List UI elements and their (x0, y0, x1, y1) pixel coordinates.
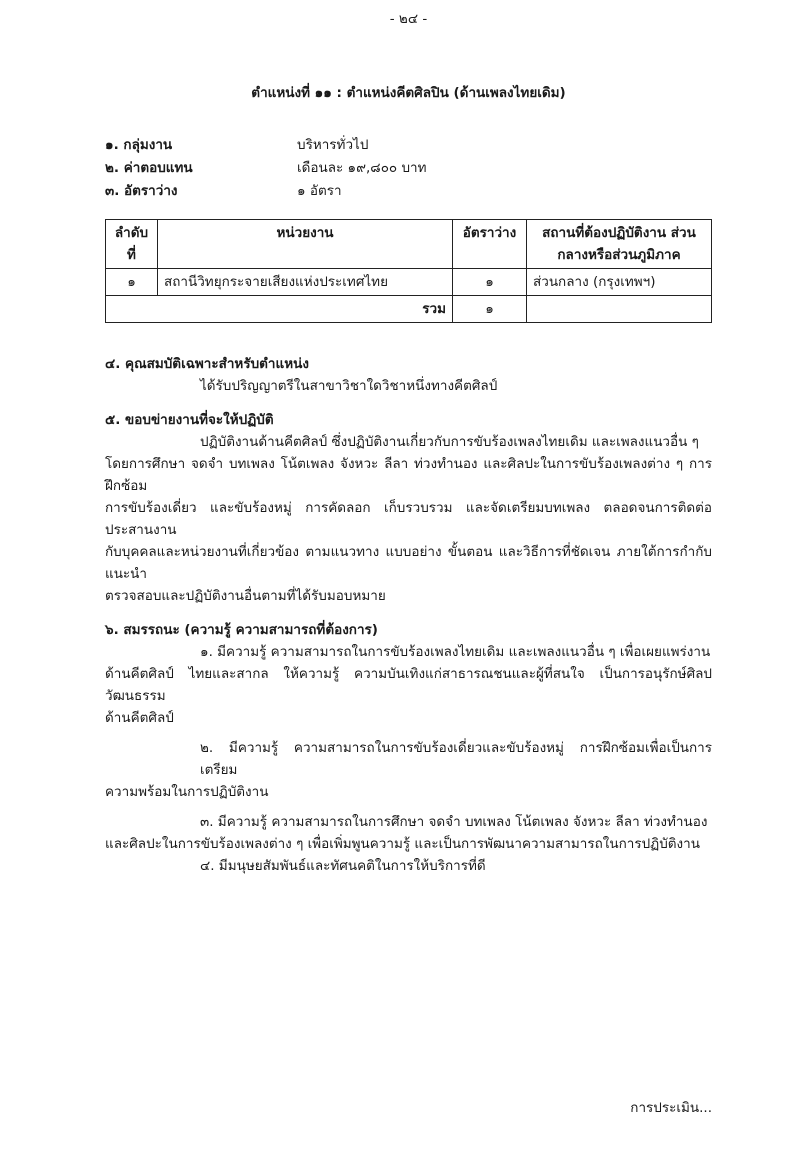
competency-line: ๑. มีความรู้ ความสามารถในการขับร้องเพลงไทยเดิม และเพลงแนวอื่น ๆ เพื่อเผยแพร่งาน (200, 644, 711, 660)
section5-line: กับบุคคลและหน่วยงานที่เกี่ยวข้อง ตามแนวทาง แบบอย่าง ขั้นตอน และวิธีการที่ชัดเจน ภายใต้การกำกับ แนะนำ (105, 544, 712, 582)
col-header-location: สถานที่ต้องปฏิบัติงาน ส่วนกลางหรือส่วนภูมิภาค (527, 220, 712, 269)
info-list (105, 134, 712, 203)
info-row (105, 157, 712, 180)
cell-vacancy: ๑ (453, 269, 527, 296)
page-number: - ๒๔ - (389, 11, 428, 27)
info-value: ๑ อัตรา (297, 183, 342, 199)
section5-line: ปฏิบัติงานด้านคีตศิลป์ ซึ่งปฏิบัติงานเกี่ยวกับการขับร้องเพลงไทยเดิม และเพลงแนวอื่น ๆ (200, 434, 699, 450)
section5-line: การขับร้องเดี่ยว และขับร้องหมู่ การคัดลอก เก็บรวบรวม และจัดเตรียมบทเพลง ตลอดจนการติดต่อประสานงาน (105, 500, 712, 538)
cell-order: ๑ (106, 269, 158, 296)
total-empty-cell (527, 296, 712, 323)
cell-location: ส่วนกลาง (กรุงเทพฯ) (527, 269, 712, 296)
competency-line: ๔. มีมนุษยสัมพันธ์และทัศนคติในการให้บริการที่ดี (200, 858, 486, 874)
info-value: บริหารทั่วไป (297, 137, 369, 153)
info-label: ๒. ค่าตอบแทน (105, 160, 193, 176)
col-header-vacancy: อัตราว่าง (453, 220, 527, 269)
section6-heading: ๖. สมรรถนะ (ความรู้ ความสามารถที่ต้องการ) (105, 622, 378, 638)
table-total-row (106, 296, 712, 323)
col-header-agency: หน่วยงาน (158, 220, 453, 269)
section4-text: ได้รับปริญญาตรีในสาขาวิชาใดวิชาหนึ่งทางคีตศิลป์ (200, 378, 498, 394)
info-label: ๓. อัตราว่าง (105, 183, 178, 199)
competency-line: ๒. มีความรู้ ความสามารถในการขับร้องเดี่ยวและขับร้องหมู่ การฝึกซ้อมเพื่อเป็นการเตรียม (200, 740, 712, 778)
section4-heading: ๔. คุณสมบัติเฉพาะสำหรับตำแหน่ง (105, 356, 309, 372)
info-row (105, 134, 712, 157)
section5-line: โดยการศึกษา จดจำ บทเพลง โน้ตเพลง จังหวะ ลีลา ท่วงทำนอง และศิลปะในการขับร้องเพลงต่าง ๆ การฝึกซ้อม (105, 456, 712, 494)
competency-line: ด้านคีตศิลป์ ไทยและสากล ให้ความรู้ ความบันเทิงแก่สาธารณชนและผู้ที่สนใจ เป็นการอนุรักษ์ศิลปวัฒนธรรม (105, 666, 712, 704)
competency-line: ความพร้อมในการปฏิบัติงาน (105, 784, 269, 800)
table-header-row (106, 220, 712, 269)
continuation-footer: การประเมิน... (630, 1100, 712, 1116)
competency-line: ด้านคีตศิลป์ (105, 710, 174, 726)
info-label: ๑. กลุ่มงาน (105, 137, 173, 153)
col-header-order: ลำดับที่ (106, 220, 158, 269)
total-label: รวม (106, 296, 453, 323)
competency-line: และศิลปะในการขับร้องเพลงต่าง ๆ เพื่อเพิ่มพูนความรู้ และเป็นการพัฒนาความสามารถในการปฏิบัติงาน (105, 836, 700, 852)
info-row (105, 180, 712, 203)
section5-heading: ๕. ขอบข่ายงานที่จะให้ปฏิบัติ (105, 412, 274, 428)
page-title: ตำแหน่งที่ ๑๑ : ตำแหน่งคีตศิลปิน (ด้านเพลงไทยเดิม) (251, 85, 566, 101)
info-value: เดือนละ ๑๙,๘๐๐ บาท (297, 160, 427, 176)
competency-line: ๓. มีความรู้ ความสามารถในการศึกษา จดจำ บทเพลง โน้ตเพลง จังหวะ ลีลา ท่วงทำนอง (200, 814, 708, 830)
position-table (105, 219, 712, 323)
cell-agency: สถานีวิทยุกระจายเสียงแห่งประเทศไทย (158, 269, 453, 296)
table-row (106, 269, 712, 296)
section5-line: ตรวจสอบและปฏิบัติงานอื่นตามที่ได้รับมอบหมาย (105, 588, 386, 604)
total-value: ๑ (453, 296, 527, 323)
